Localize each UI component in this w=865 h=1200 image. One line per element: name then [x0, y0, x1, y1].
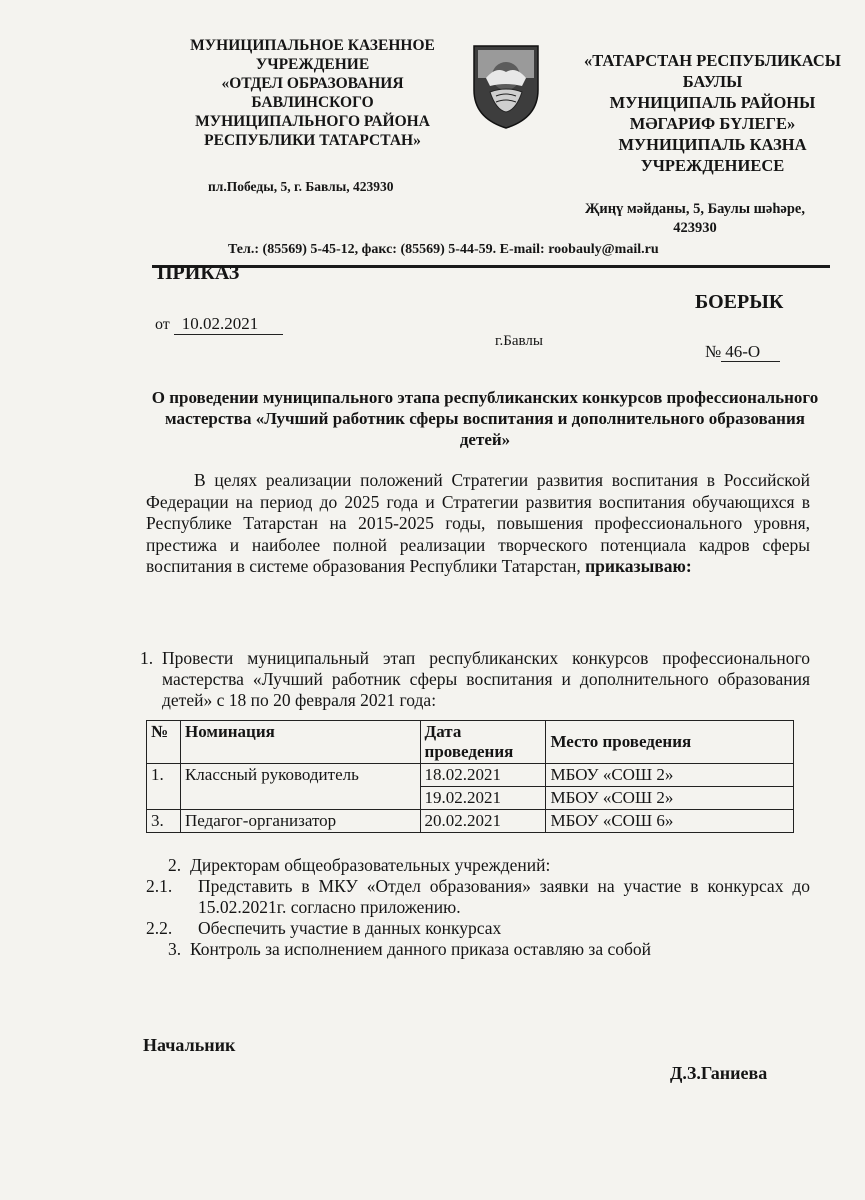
- item-number: 2.: [168, 855, 182, 875]
- header-right-line: «ТАТАРСТАН РЕСПУБЛИКАСЫ: [584, 51, 841, 70]
- header-right-line: МУНИЦИПАЛЬ КАЗНА: [618, 135, 807, 154]
- nominations-table: [146, 720, 794, 833]
- preamble-text: В целях реализации положений Стратегии развития воспитания в Российской Федерации на период до 2025 года и Стратегии развития воспитания обучающихся в Республике Татарстан на 2015-2025 годы, повышения профессионального уровня, престижа и наиболее полной реализации творческого потенциала кадров сферы воспитания в системе образования Республики Татарстан,: [146, 470, 810, 576]
- doc-number-prefix: №: [705, 342, 722, 361]
- item-number: 2.1.: [146, 876, 173, 896]
- order-items: [146, 855, 810, 960]
- table-cell-place: МБОУ «СОШ 6»: [546, 810, 794, 833]
- doc-number: 46-О: [721, 342, 780, 362]
- doc-number-row: [705, 342, 780, 362]
- header-left-line: РЕСПУБЛИКИ ТАТАРСТАН»: [204, 132, 421, 149]
- table-cell-nomination: Педагог-организатор: [180, 810, 420, 833]
- doc-city: г.Бавлы: [495, 333, 543, 349]
- table-cell-date: 18.02.2021: [420, 764, 546, 787]
- doc-date-row: [155, 314, 283, 335]
- table-cell-nomination: Классный руководитель: [180, 764, 420, 810]
- item-text: Контроль за исполнением данного приказа оставляю за собой: [190, 939, 652, 959]
- order-item: [146, 918, 810, 939]
- table-header-cell: №: [147, 721, 181, 764]
- header-right: [575, 50, 850, 176]
- item-number: 1.: [140, 648, 154, 668]
- item-text: Представить в МКУ «Отдел образования» заявки на участие в конкурсах до 15.02.2021г. согласно приложению.: [198, 876, 810, 917]
- header-right-address-line: Җиңү мәйданы, 5, Баулы шәһәре,: [585, 201, 805, 217]
- item-number: 2.2.: [146, 918, 173, 938]
- header-left-line: БАВЛИНСКОГО: [251, 94, 374, 111]
- bavly-coat-of-arms-icon: [466, 38, 546, 130]
- table-header-row: [147, 721, 794, 764]
- header-left-line: «ОТДЕЛ ОБРАЗОВАНИЯ: [221, 75, 404, 92]
- table-cell-num: 1.: [147, 764, 181, 810]
- doc-type-tt: БОЕРЫК: [695, 291, 784, 313]
- header-right-line: МУНИЦИПАЛЬ РАЙОНЫ: [609, 93, 816, 112]
- table-cell-date: 19.02.2021: [420, 787, 546, 810]
- header-right-line: БАУЛЫ: [682, 72, 743, 91]
- table-header-cell: Номинация: [180, 721, 420, 764]
- header-contacts: Тел.: (85569) 5-45-12, факс: (85569) 5-44-59. E-mail: roobauly@mail.ru: [228, 242, 659, 257]
- doc-type-ru: ПРИКАЗ: [157, 262, 240, 284]
- signature-position: Начальник: [143, 1035, 236, 1055]
- table-cell-num: 3.: [147, 810, 181, 833]
- header-divider: [152, 265, 830, 268]
- order-item: [146, 876, 810, 918]
- header-right-line: МӘГАРИФ БҮЛЕГЕ»: [629, 114, 796, 133]
- header-right-line: УЧРЕЖДЕНИЕСЕ: [640, 156, 785, 175]
- header-left-line: МУНИЦИПАЛЬНОЕ КАЗЕННОЕ УЧРЕЖДЕНИЕ: [190, 37, 435, 73]
- item-text: Провести муниципальный этап республиканских конкурсов профессионального мастерства «Лучший работник сферы воспитания и дополнительного образования детей» с 18 по 20 февраля 2021 года:: [162, 648, 810, 710]
- header-right-address-line: 423930: [673, 220, 717, 236]
- preamble: [146, 470, 810, 578]
- table-row: [147, 810, 794, 833]
- table-cell-date: 20.02.2021: [420, 810, 546, 833]
- header-left: [170, 36, 455, 150]
- item-number: 3.: [168, 939, 182, 959]
- header-right-address: [560, 200, 830, 238]
- doc-date: 10.02.2021: [174, 314, 284, 335]
- doc-date-prefix: от: [155, 316, 170, 333]
- table-cell-place: МБОУ «СОШ 2»: [546, 764, 794, 787]
- header-left-line: МУНИЦИПАЛЬНОГО РАЙОНА: [195, 113, 430, 130]
- table-row: [147, 764, 794, 787]
- order-item: [168, 939, 810, 960]
- doc-title: О проведении муниципального этапа республиканских конкурсов профессионального мастерства «Лучший работник сферы воспитания и дополнительного образования детей»: [151, 388, 819, 449]
- table-header-cell: Место проведения: [546, 721, 794, 764]
- table-cell-place: МБОУ «СОШ 2»: [546, 787, 794, 810]
- preamble-emphasis: приказываю:: [585, 556, 692, 576]
- order-item-1: [140, 648, 810, 711]
- table-header-cell: Дата проведения: [420, 721, 546, 764]
- item-text: Обеспечить участие в данных конкурсах: [198, 918, 502, 938]
- item-text: Директорам общеобразовательных учреждений:: [190, 855, 551, 875]
- header-left-address: пл.Победы, 5, г. Бавлы, 423930: [208, 179, 394, 194]
- order-item: [168, 855, 810, 876]
- signature-name: Д.З.Ганиева: [670, 1063, 768, 1083]
